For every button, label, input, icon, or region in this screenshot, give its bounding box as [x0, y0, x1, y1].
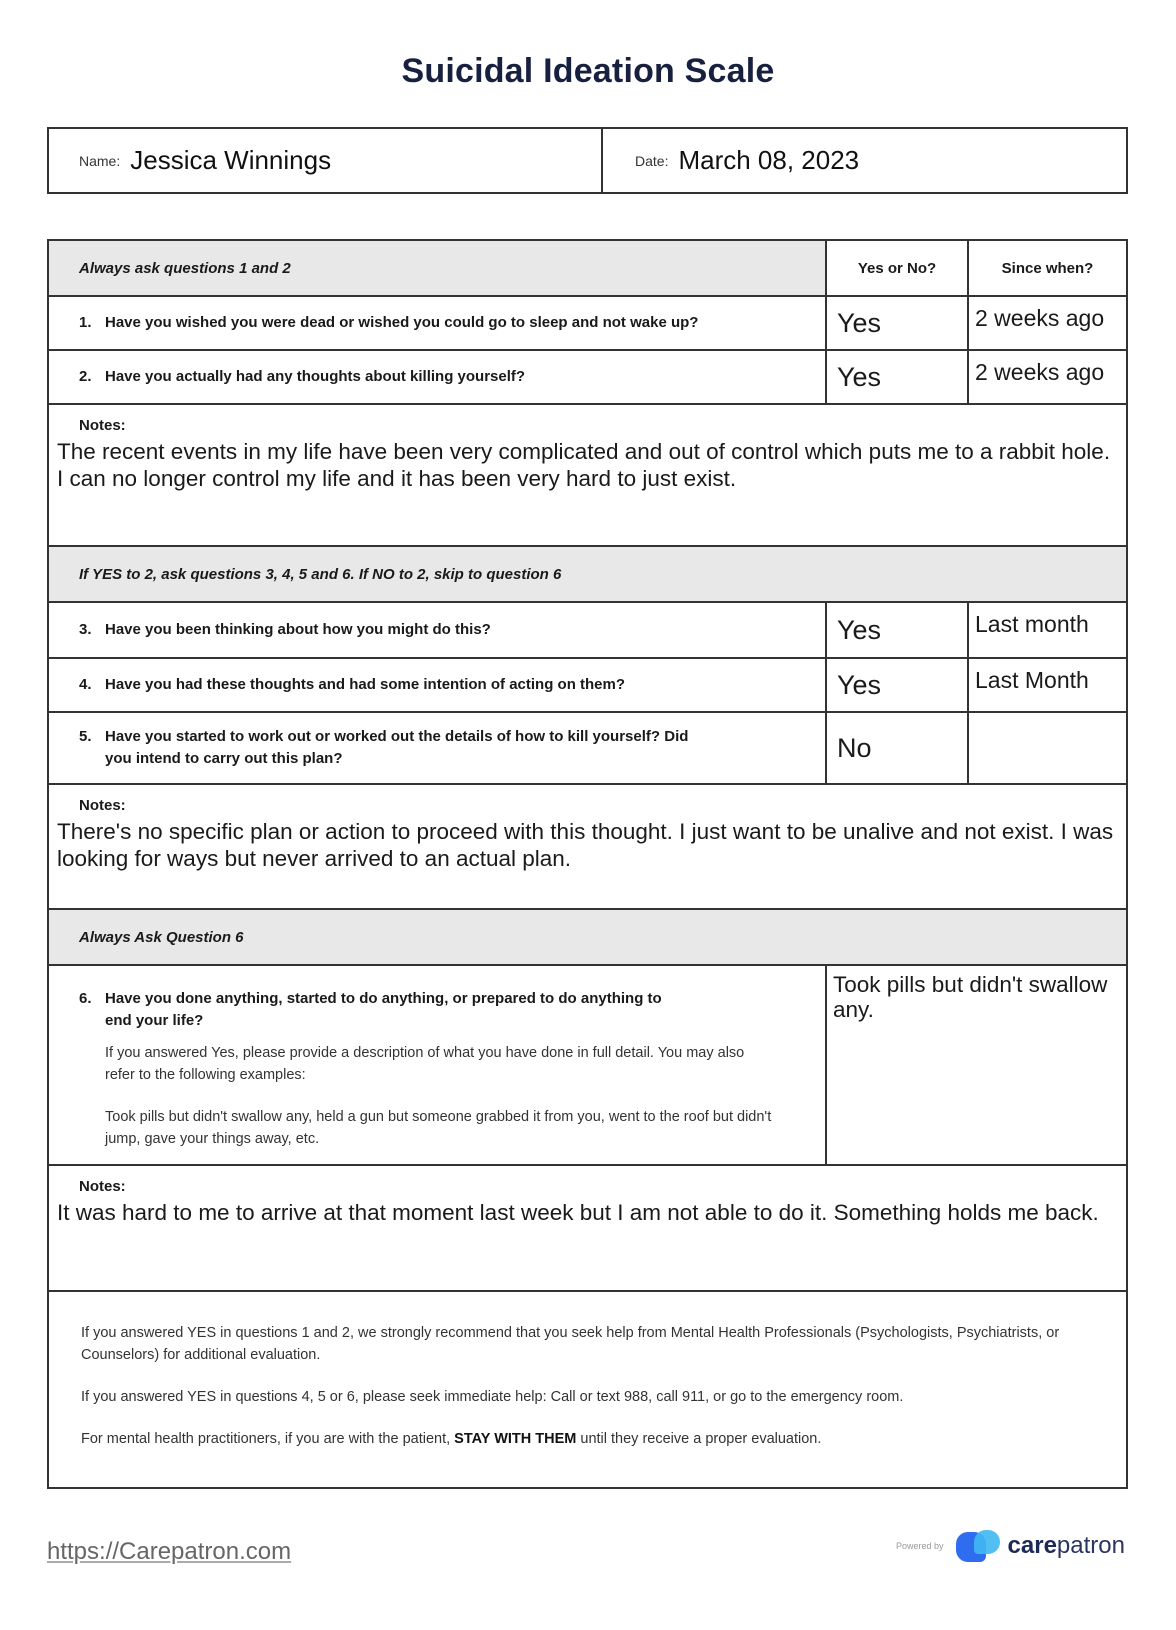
- question-6: [49, 966, 827, 1164]
- question-text-line-2: end your life?: [105, 1012, 204, 1029]
- answer-value: Yes: [837, 669, 882, 700]
- question-text: Have you had these thoughts and had some intention of acting on them?: [105, 676, 626, 693]
- question-number: 2.: [79, 368, 92, 385]
- since-1-field[interactable]: [969, 297, 1126, 349]
- notes-1-field[interactable]: [49, 405, 1126, 547]
- question-row-4: [49, 659, 1126, 713]
- section-1-header: [49, 241, 827, 295]
- answer-2-field[interactable]: [827, 351, 969, 403]
- question-6-instruction: If you answered Yes, please provide a description of what you have done in full detail. You may also refer to the following examples:: [105, 1045, 745, 1083]
- disclaimer-paragraph-3: [81, 1428, 1094, 1450]
- question-number: 3.: [79, 621, 92, 638]
- question-row-3: [49, 603, 1126, 659]
- carepatron-wordmark: [1008, 1532, 1125, 1560]
- since-3-field[interactable]: [969, 603, 1126, 657]
- disclaimer-paragraph-2: If you answered YES in questions 4, 5 or 6, please seek immediate help: Call or text 988, call 911, or go to the emergency room.: [81, 1389, 904, 1405]
- question-number: 1.: [79, 314, 92, 331]
- question-number: 5.: [79, 728, 92, 745]
- name-field[interactable]: [49, 129, 603, 192]
- disclaimer-text: For mental health practitioners, if you are with the patient,: [81, 1431, 455, 1447]
- question-text-line-2: you intend to carry out this plan?: [105, 750, 343, 767]
- since-2-field[interactable]: [969, 351, 1126, 403]
- date-field[interactable]: [603, 129, 1126, 192]
- question-text-line-1: Have you done anything, started to do anything, or prepared to do anything to: [105, 990, 662, 1007]
- question-1: [49, 297, 827, 349]
- disclaimer-paragraph-1: If you answered YES in questions 1 and 2, we strongly recommend that you seek help from Mental Health Professionals (Psychologists, Psychiatrists, or Counselors) for additional evaluation.: [81, 1325, 1060, 1363]
- section-1-header-text: Always ask questions 1 and 2: [79, 259, 291, 277]
- answer-6-field[interactable]: [827, 966, 1126, 1164]
- question-3: [49, 603, 827, 657]
- carepatron-brand: [896, 1530, 1125, 1562]
- answer-value: No: [837, 732, 872, 763]
- name-label: Name:: [79, 152, 121, 169]
- page-title: Suicidal Ideation Scale: [401, 52, 775, 90]
- date-value: March 08, 2023: [678, 145, 860, 175]
- question-6-examples: Took pills but didn't swallow any, held a gun but someone grabbed it from you, went to the roof but didn't jump, gave your things away, etc.: [105, 1109, 772, 1147]
- answer-6-value: Took pills but didn't swallow any.: [833, 972, 1108, 1022]
- answer-1-field[interactable]: [827, 297, 969, 349]
- question-number: 4.: [79, 676, 92, 693]
- since-value: Last month: [975, 611, 1089, 637]
- question-2: [49, 351, 827, 403]
- since-5-field[interactable]: [969, 713, 1126, 783]
- question-number: 6.: [79, 990, 92, 1007]
- answer-value: Yes: [837, 361, 882, 392]
- since-when-column-header: Since when?: [1001, 259, 1094, 277]
- answer-5-field[interactable]: [827, 713, 969, 783]
- section-2-header-text: If YES to 2, ask questions 3, 4, 5 and 6. If NO to 2, skip to question 6: [79, 565, 562, 583]
- notes-3-field[interactable]: [49, 1166, 1126, 1292]
- powered-by-label: Powered by: [896, 1541, 944, 1551]
- yes-no-column-header: Yes or No?: [827, 241, 969, 295]
- stay-with-them-emphasis: STAY WITH THEM: [454, 1431, 577, 1447]
- question-row-1: [49, 297, 1126, 351]
- answer-value: Yes: [837, 614, 882, 645]
- disclaimer-text: until they receive a proper evaluation.: [576, 1431, 822, 1447]
- question-text: Have you wished you were dead or wished you could go to sleep and not wake up?: [105, 314, 699, 331]
- patient-info-box: [47, 127, 1128, 194]
- since-value: [969, 713, 1126, 721]
- question-row-2: [49, 351, 1126, 405]
- question-text: Have you been thinking about how you might do this?: [105, 621, 491, 638]
- notes-label: Notes:: [79, 1178, 126, 1195]
- section-1-header-row: [49, 241, 1126, 297]
- section-3-header: [49, 910, 1126, 966]
- since-value: 2 weeks ago: [975, 359, 1105, 385]
- section-3-header-text: Always Ask Question 6: [79, 928, 244, 946]
- since-value: 2 weeks ago: [975, 305, 1105, 331]
- notes-label: Notes:: [79, 797, 126, 814]
- question-row-6: [49, 966, 1126, 1166]
- wordmark-light: patron: [1056, 1532, 1125, 1559]
- since-value: Last Month: [975, 667, 1089, 693]
- notes-label: Notes:: [79, 417, 126, 434]
- section-2-header: [49, 547, 1126, 603]
- answer-4-field[interactable]: [827, 659, 969, 711]
- question-row-5: [49, 713, 1126, 785]
- date-label: Date:: [635, 152, 669, 169]
- carepatron-logo-icon: [956, 1530, 1002, 1562]
- wordmark-bold: care: [1007, 1532, 1057, 1559]
- answer-value: Yes: [837, 307, 882, 338]
- notes-text: There's no specific plan or action to proceed with this thought. I just want to be unalive and not exist. I was looking for ways but never arrived to an actual plan.: [57, 819, 1114, 871]
- disclaimer: [49, 1292, 1126, 1487]
- notes-text: It was hard to me to arrive at that moment last week but I am not able to do it. Something holds me back.: [57, 1200, 1099, 1225]
- carepatron-link[interactable]: https://Carepatron.com: [47, 1538, 292, 1565]
- question-text-line-1: Have you started to work out or worked out the details of how to kill yourself? Did: [105, 728, 689, 745]
- question-4: [49, 659, 827, 711]
- assessment-form: [47, 239, 1128, 1489]
- question-text: Have you actually had any thoughts about killing yourself?: [105, 368, 526, 385]
- since-4-field[interactable]: [969, 659, 1126, 711]
- answer-3-field[interactable]: [827, 603, 969, 657]
- notes-text: The recent events in my life have been very complicated and out of control which puts me to a rabbit hole. I can no longer control my life and it has been very hard to just exist.: [57, 439, 1111, 491]
- question-5: [49, 713, 827, 783]
- name-value: Jessica Winnings: [130, 145, 332, 175]
- notes-2-field[interactable]: [49, 785, 1126, 910]
